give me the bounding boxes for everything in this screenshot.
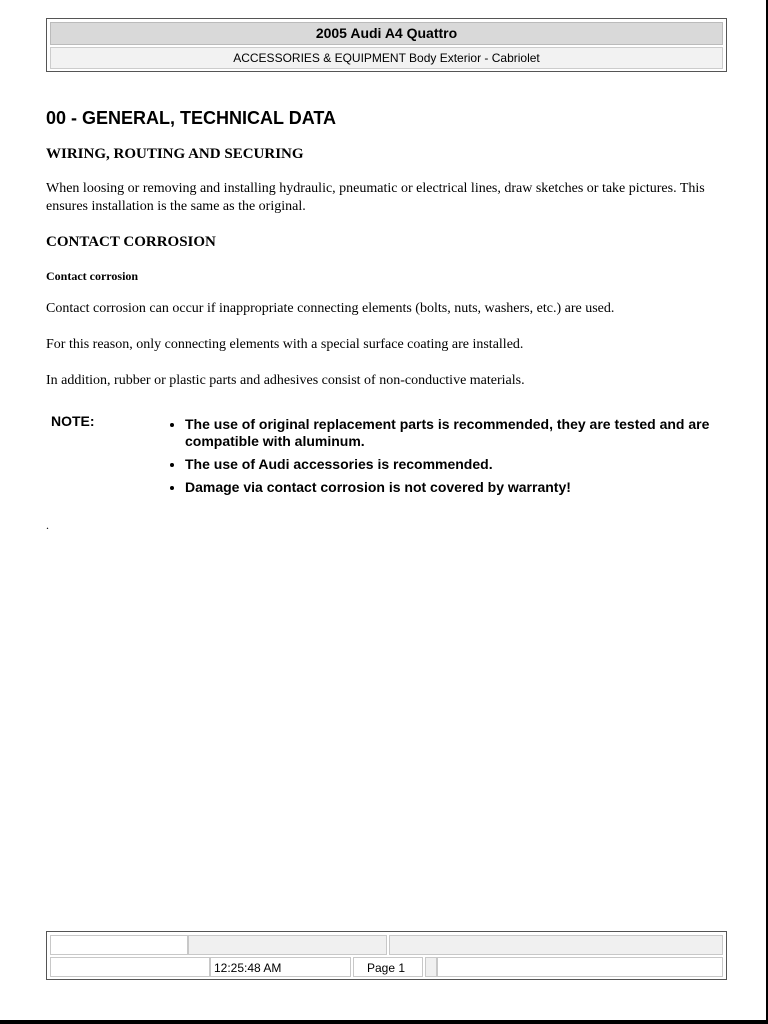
wiring-heading: WIRING, ROUTING AND SECURING: [46, 146, 304, 162]
document-footer: [46, 931, 727, 980]
wiring-paragraph: When loosing or removing and installing hydraulic, pneumatic or electrical lines, draw sketches or take pictures. This ensures installation is the same as the original.: [46, 181, 705, 214]
vehicle-title: 2005 Audi A4 Quattro: [50, 22, 723, 45]
trailing-dot: .: [46, 518, 49, 532]
document-body: [46, 104, 726, 390]
footer-cell: [437, 957, 723, 977]
footer-cell: [425, 957, 437, 977]
section-subtitle: ACCESSORIES & EQUIPMENT Body Exterior - Cabriolet: [50, 47, 723, 69]
footer-cell: [188, 935, 387, 955]
note-label: NOTE:: [51, 413, 95, 429]
note-item: • The use of original replacement parts is recommended, they are tested and are compatible with aluminum.: [185, 416, 725, 450]
corrosion-paragraph: In addition, rubber or plastic parts and adhesives consist of non-conductive materials.: [46, 373, 525, 388]
note-item: • Damage via contact corrosion is not covered by warranty!: [185, 479, 725, 496]
section-title: 00 - GENERAL, TECHNICAL DATA: [46, 108, 337, 128]
footer-cell: [50, 935, 188, 955]
corrosion-paragraph: For this reason, only connecting elements with a special surface coating are installed.: [46, 337, 524, 352]
corrosion-heading: CONTACT CORROSION: [46, 234, 216, 250]
note-item: • The use of Audi accessories is recommended.: [185, 456, 725, 473]
footer-page: Page 1: [353, 957, 423, 977]
footer-cell: [50, 957, 210, 977]
corrosion-subheading: Contact corrosion: [46, 269, 139, 283]
document-header: [46, 18, 727, 72]
corrosion-paragraph: Contact corrosion can occur if inappropriate connecting elements (bolts, nuts, washers, etc.) are used.: [46, 301, 615, 316]
footer-cell: [389, 935, 723, 955]
note-list: [169, 416, 725, 502]
footer-time: 12:25:48 AM: [210, 957, 351, 977]
